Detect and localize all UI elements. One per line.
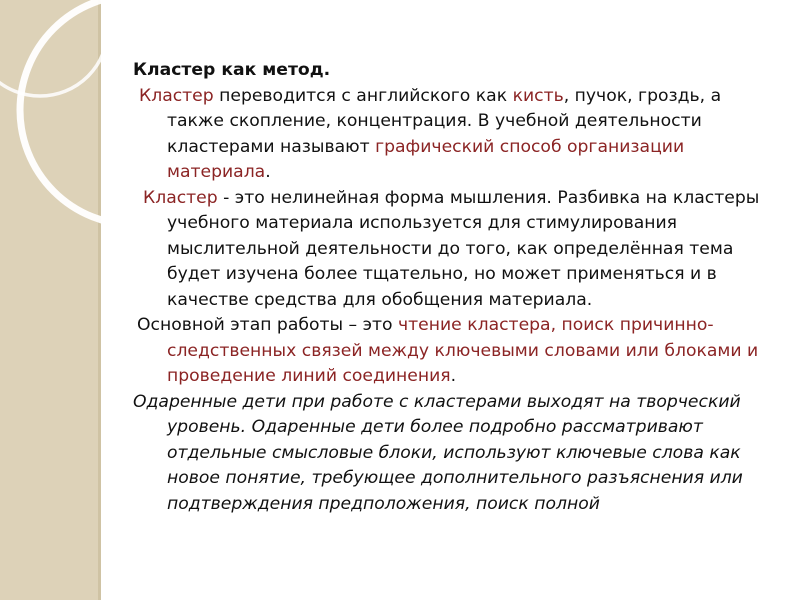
text-run: Основной этап работы – это [137,315,399,335]
text-run: . [265,162,271,182]
term-cluster: Кластер [139,85,214,106]
text-run: - это нелинейная форма мышления. Разбивка на кластеры учебного материала используется для стимулирования мыслительной деятельности до того, как определённая тема будет изучена более тщательно, но может применяться и в качестве средства для обобщения материала. [167,187,760,310]
paragraph-nonlinear [133,186,773,314]
text-run: переводится с английского как [213,85,513,106]
text-block [133,58,773,517]
paragraph-gifted-children: Одаренные дети при работе с кластерами выходят на творческий уровень. Одаренные дети более подробно рассматривают отдельные смысловые блоки, используют ключевые слова как новое понятие, требующее дополнительного разъяснения или подтверждения предположения, поиск полной [133,391,743,514]
paragraph-definition [133,84,773,186]
slide-title: Кластер как метод. [133,60,331,80]
text-run: . [450,366,457,386]
term-graphic-method: графический способ организации материала [167,136,685,182]
text-run: , пучок, гроздь, а также скопление, концентрация. В учебной деятельности кластерами называют [167,85,722,157]
small-ring [0,0,108,96]
term-reading-cluster: чтение кластера, поиск причинно-следственных связей между ключевыми словами или блоками и проведение линий соединения [167,315,759,386]
term-cluster-2: Кластер [143,187,224,208]
term-brush: кисть [512,85,564,106]
paragraph-main-stage [133,313,773,390]
